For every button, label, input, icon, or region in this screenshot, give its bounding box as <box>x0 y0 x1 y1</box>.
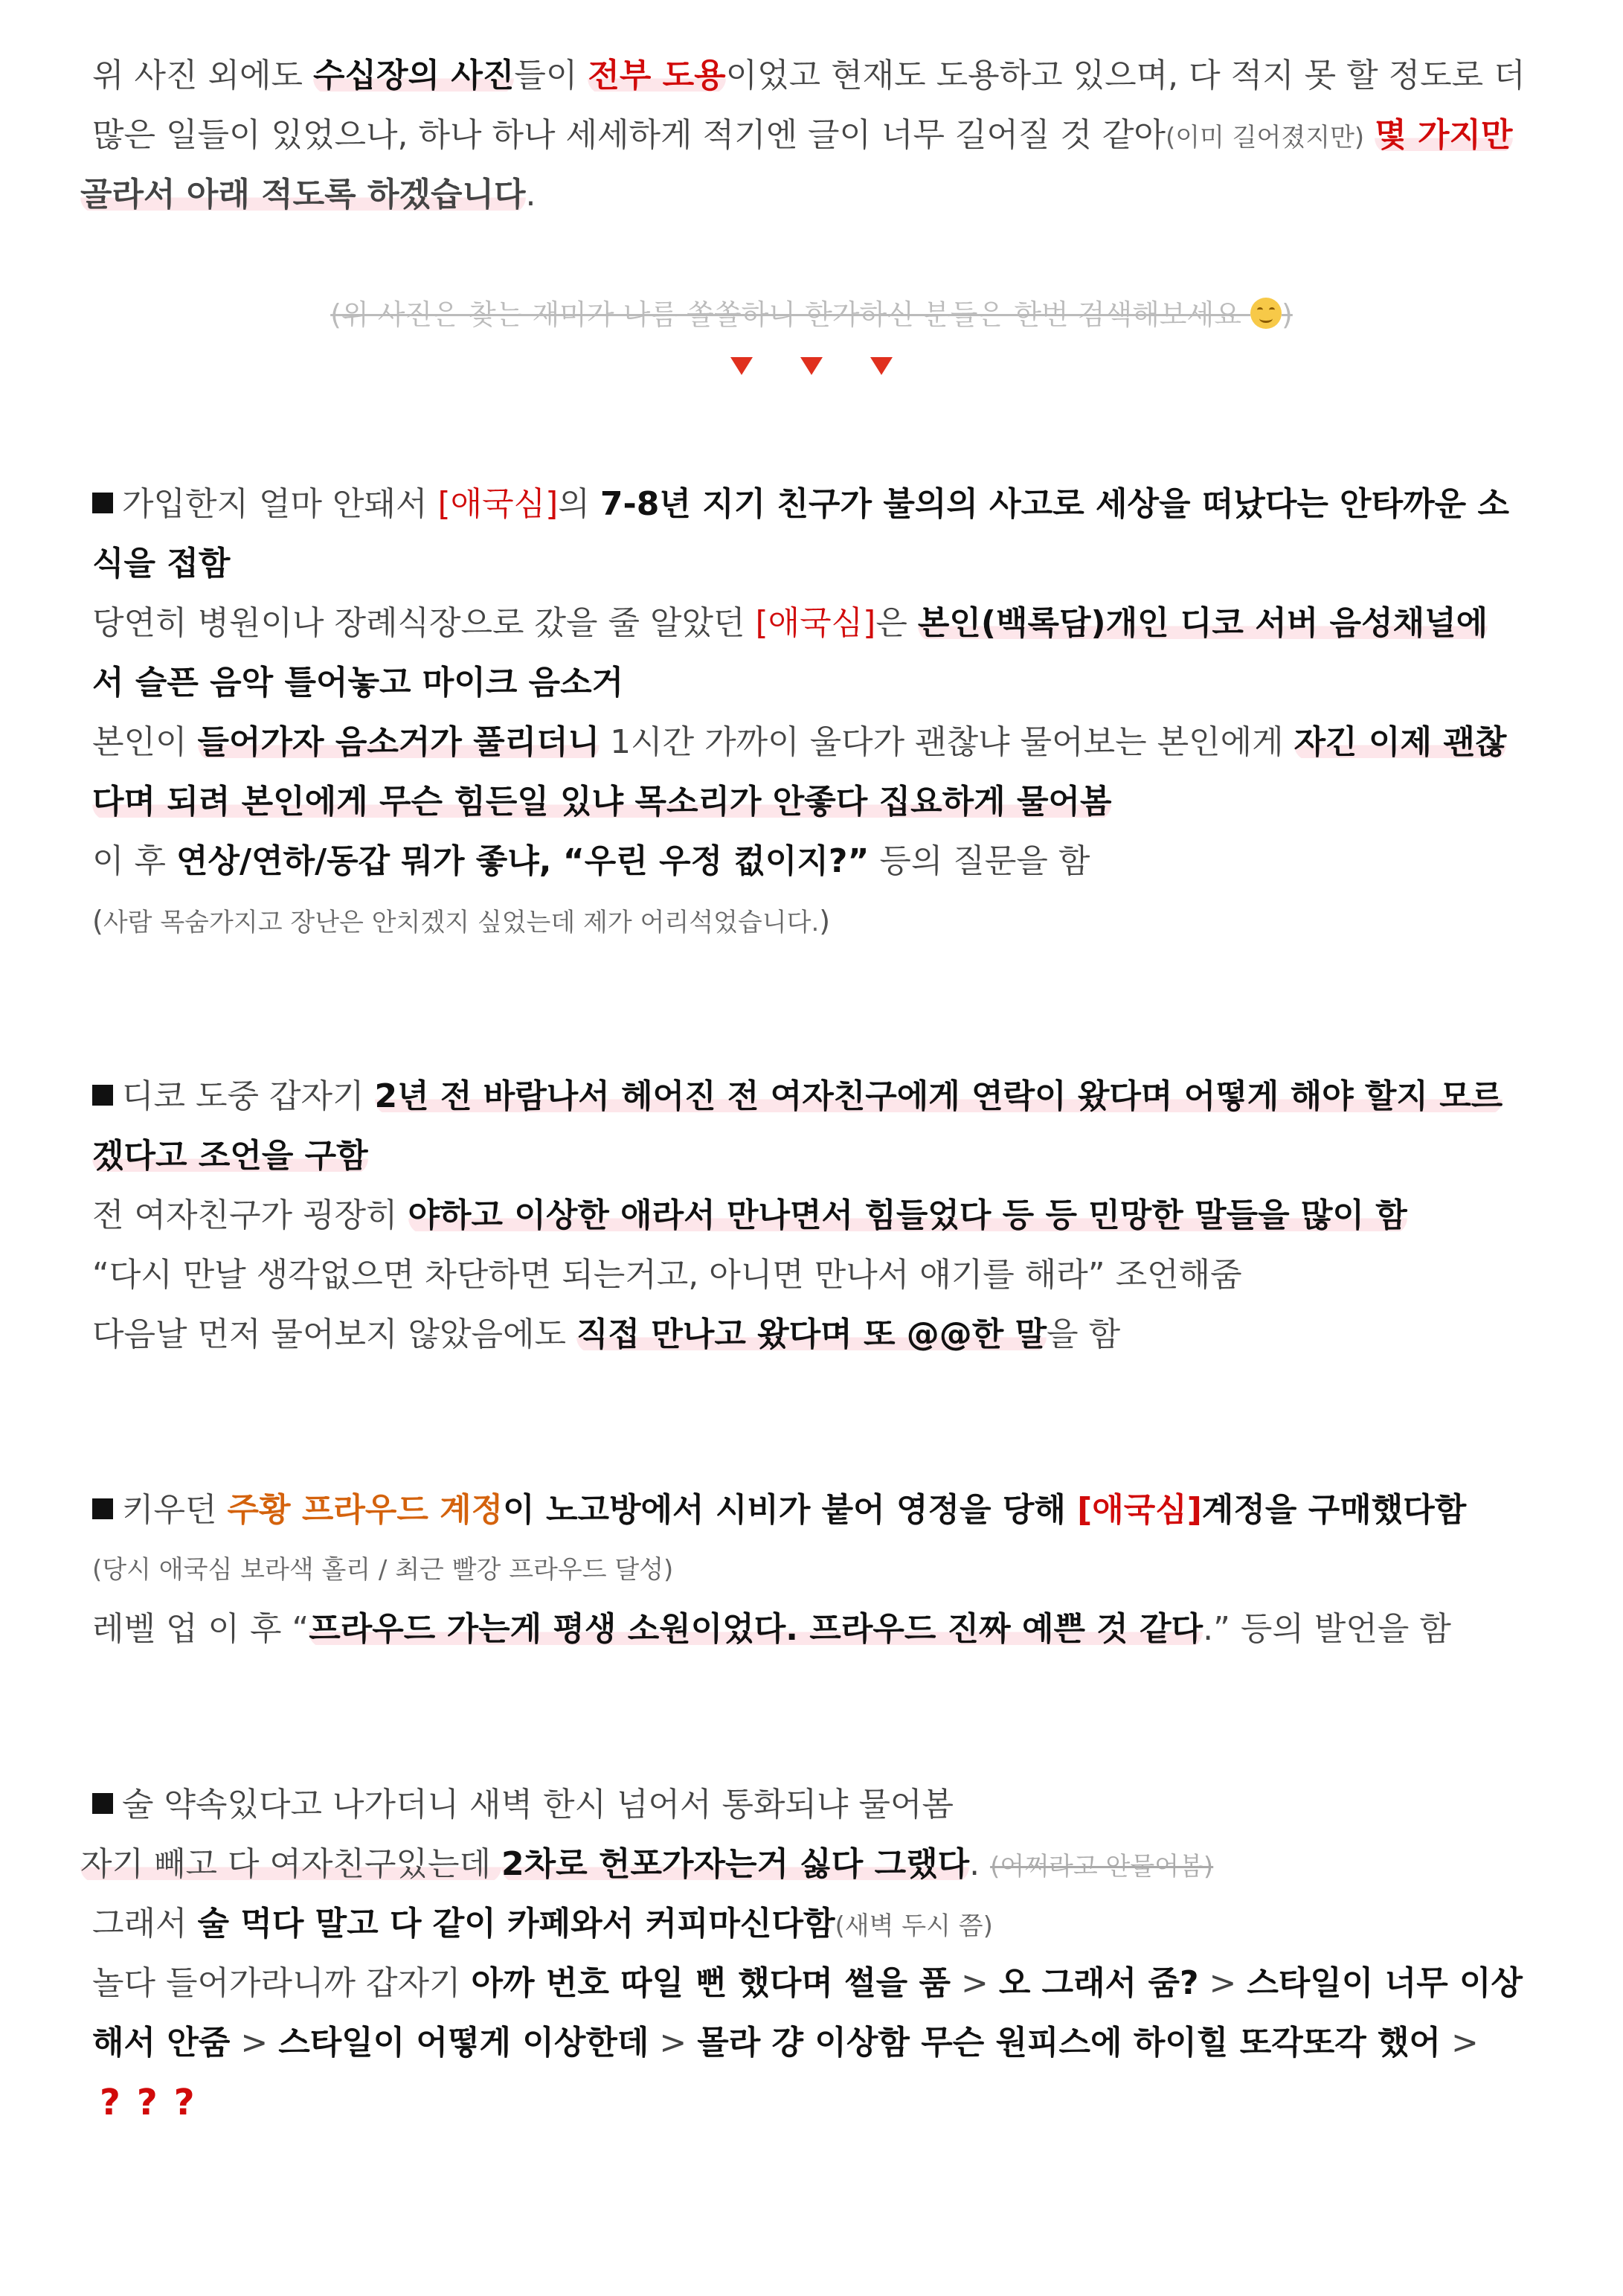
s1-line-2: 식을 접함 <box>92 545 231 583</box>
s2-line-2: 겠다고 조언을 구함 <box>92 1137 368 1175</box>
question-mark: ? <box>136 2082 158 2123</box>
bullet-square-icon <box>92 1498 113 1519</box>
s2-line-4: “다시 만날 생각없으면 차단하면 되는거고, 아니면 만나서 얘기를 해라” 조언해줌 <box>92 1256 1242 1294</box>
bullet-square-icon <box>92 1085 113 1106</box>
s4-line-1: 술 약속있다고 나가더니 새벽 한시 넘어서 통화되냐 물어봄 <box>92 1775 1549 1835</box>
s2-line-5: 다음날 먼저 물어보지 않았음에도 직접 만나고 왔다며 또 @@한 말을 함 <box>92 1315 1121 1353</box>
s1-line-7: 이 후 연상/연하/동갑 뭐가 좋냐, “우린 우정 컶이지?” 등의 질문을 함 <box>92 842 1090 880</box>
s1-line-3: 당연히 병원이나 장례식장으로 갔을 줄 알았던 [애국심]은 본인(백록담)개인 디코 서버 음성채널에 <box>92 604 1488 642</box>
text: 많은 일들이 있었으나, 하나 하나 세세하게 적기엔 글이 너무 길어질 것 같아 <box>92 116 1166 154</box>
down-arrows <box>0 357 1623 378</box>
search-hint-note: (위 사진은 찾는 재미가 나름 쏠쏠하니 한가하신 분들은 한번 검색해보세요 ) <box>330 298 1293 331</box>
tag-text: [애국심] <box>755 604 876 642</box>
red-highlight-text: 몇 가지만 <box>1375 116 1513 154</box>
intro-line-1 <box>92 46 1549 106</box>
s1-note: (사람 목숨가지고 장난은 안치겠지 싶었는데 제가 어리석었습니다.) <box>92 905 831 937</box>
text: 들이 <box>514 57 588 94</box>
red-down-triangle-icon <box>870 357 893 375</box>
highlight-text: 본인(백록담)개인 디코 서버 음성채널에 <box>917 604 1488 642</box>
orange-text: 주황 프라우드 계정 <box>227 1491 504 1529</box>
text: 이었고 현재도 도용하고 있으며, 다 적지 못 할 정도로 더 <box>725 57 1526 94</box>
strikethrough-text: (어쩌라고 안물어봄) <box>990 1852 1214 1882</box>
bullet-square-icon <box>92 1793 113 1814</box>
s3-line-1: 키우던 주황 프라우드 계정이 노고방에서 시비가 붙어 영정을 당해 [애국심]계정을 구매했다함 <box>92 1481 1549 1540</box>
red-down-triangle-icon <box>730 357 753 375</box>
highlight-text: 골라서 아래 적도록 하겠습니다 <box>80 176 526 214</box>
s1-line-4: 서 슬픈 음악 틀어놓고 마이크 음소거 <box>92 664 624 702</box>
bullet-square-icon <box>92 493 113 513</box>
s4-line-4: 놀다 들어가라니까 갑자기 아까 번호 따일 뻔 했다며 썰을 품 > 오 그래서 줌? > 스타일이 너무 이상 <box>92 1964 1523 2002</box>
s3-line-3: 레벨 업 이 후 “프라우드 가는게 평생 소원이었다. 프라우드 진짜 예쁜 것 같다.” 등의 발언을 함 <box>92 1610 1451 1648</box>
s1-line-6: 다며 되려 본인에게 무슨 힘든일 있냐 목소리가 안좋다 집요하게 물어봄 <box>92 783 1112 821</box>
intro-line-2 <box>92 106 1549 167</box>
highlight-text: 수십장의 사진 <box>312 57 515 94</box>
question-mark: ? <box>173 2082 195 2123</box>
question-mark: ? <box>100 2082 120 2123</box>
red-down-triangle-icon <box>800 357 823 375</box>
smiling-face-icon <box>1250 298 1282 329</box>
tag-text: [애국심] <box>437 485 559 523</box>
s4-line-3: 그래서 술 먹다 말고 다 같이 카페와서 커피마신다함(새벽 두시 쯤) <box>92 1905 993 1943</box>
s2-line-1: 디코 도중 갑자기 2년 전 바람나서 헤어진 전 여자친구에게 연락이 왔다며 어떻게 해야 할지 모르 <box>92 1067 1549 1126</box>
s4-question-marks <box>100 2073 1549 2134</box>
bold-text: 7-8년 지기 친구가 불의의 사고로 세상을 떠났다는 안타까운 소 <box>600 485 1509 523</box>
s1-line-5: 본인이 들어가자 음소거가 풀리더니 1시간 가까이 울다가 괜찮냐 물어보는 본인에게 자긴 이제 괜찮 <box>92 723 1507 761</box>
red-highlight-text: 전부 도용 <box>588 57 726 94</box>
intro-line-3: 골라서 아래 적도록 하겠습니다. <box>80 176 536 214</box>
s4-line-2: 자기 빼고 다 여자친구있는데 2차로 헌포가자는거 싫다 그랬다. (어쩌라고 안물어봄) <box>80 1845 1214 1883</box>
s2-line-3: 전 여자친구가 굉장히 야하고 이상한 애라서 만나면서 힘들었다 등 등 민망한 말들을 많이 함 <box>92 1196 1407 1234</box>
tag-text: [애국심] <box>1077 1491 1202 1529</box>
aside-text: (이미 길어졌지만) <box>1165 123 1365 153</box>
s4-line-5: 해서 안줌 > 스타일이 어떻게 이상한데 > 몰라 걍 이상함 무슨 원피스에 하이힐 또각또각 했어 > <box>92 2024 1479 2062</box>
s1-line-1: 가입한지 얼마 안돼서 [애국심]의 7-8년 지기 친구가 불의의 사고로 세상을 떠났다는 안타까운 소 <box>92 475 1549 534</box>
text: 위 사진 외에도 <box>92 57 313 94</box>
s3-note: (당시 애국심 보라색 홀리 / 최근 빨강 프라우드 달성) <box>92 1555 674 1585</box>
